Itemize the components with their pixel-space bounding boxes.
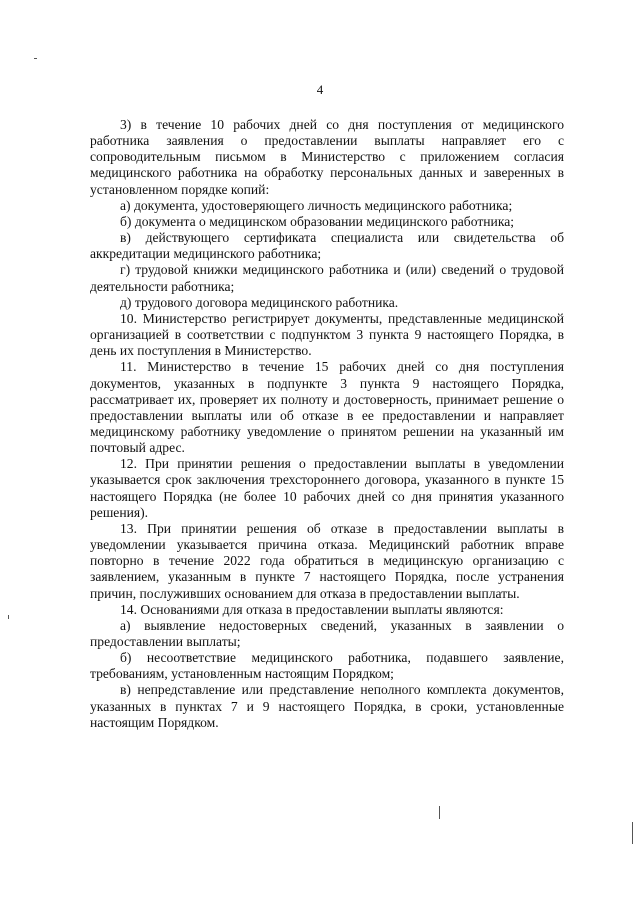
- scan-speck-left: [8, 615, 9, 619]
- paragraph-11: 11. Министерство в течение 15 рабочих дней со дня поступления документов, указанных в подпункте 3 пункта 9 настоящего Порядка, рассматривает их, проверяет их полноту и достоверность, принимает решение о предоставлении выплаты или об отказе в ее предоставлении и направляет медицинскому работнику уведомление о принятом решении на указанный им почтовый адрес.: [90, 359, 564, 456]
- list-item-d: д) трудового договора медицинского работника.: [120, 294, 399, 310]
- paragraph-10: 10. Министерство регистрирует документы, представленные медицинской организацией в соответствии с подпунктом 3 пункта 9 настоящего Порядка, в день их поступления в Министерство.: [90, 310, 564, 359]
- paragraph-item-9-3: 3) в течение 10 рабочих дней со дня поступления от медицинского работника заявления о предоставлении выплаты направляет его с сопроводительным письмом в Министерство с приложением согласия медицинского работника на обработку персональных данных и заверенных в установленном порядке копий:: [90, 117, 564, 197]
- paragraph-13: 13. При принятии решения об отказе в предоставлении выплаты в уведомлении указывается причина отказа. Медицинский работник вправе повторно в течение 2022 года обратиться в медицинскую организацию с заявлением, указанным в пункте 7 настоящего Порядка, после устранения причин, послуживших основанием для отказа в предоставлении выплаты.: [90, 520, 564, 601]
- list-item-14-a: а) выявление недостоверных сведений, указанных в заявлении о предоставлении выплаты;: [90, 617, 564, 649]
- scan-speck-top-left: [34, 58, 37, 59]
- list-item-v: в) действующего сертификата специалиста или свидетельства об аккредитации медицинского работника;: [90, 230, 564, 262]
- page-number: 4: [316, 82, 324, 97]
- document-body: [90, 117, 564, 731]
- scan-line-mark: [439, 806, 440, 819]
- list-item-a: а) документа, удостоверяющего личность медицинского работника;: [120, 197, 513, 213]
- paragraph-14: 14. Основаниями для отказа в предоставлении выплаты являются:: [120, 601, 504, 617]
- list-item-b: б) документа о медицинском образовании медицинского работника;: [120, 213, 515, 229]
- list-item-g: г) трудовой книжки медицинского работника и (или) сведений о трудовой деятельности работника;: [90, 262, 564, 294]
- list-item-14-v: в) непредставление или представление неполного комплекта документов, указанных в пунктах 7 и 9 настоящего Порядка, в сроки, установленные настоящим Порядком.: [90, 682, 564, 730]
- scan-edge-mark: [632, 822, 633, 844]
- list-item-14-b: б) несоответствие медицинского работника, подавшего заявление, требованиям, установленным настоящим Порядком;: [90, 650, 564, 682]
- paragraph-12: 12. При принятии решения о предоставлении выплаты в уведомлении указывается срок заключения трехстороннего договора, указанного в пункте 15 настоящего Порядка (не более 10 рабочих дней со дня принятия указанного решения).: [90, 456, 564, 520]
